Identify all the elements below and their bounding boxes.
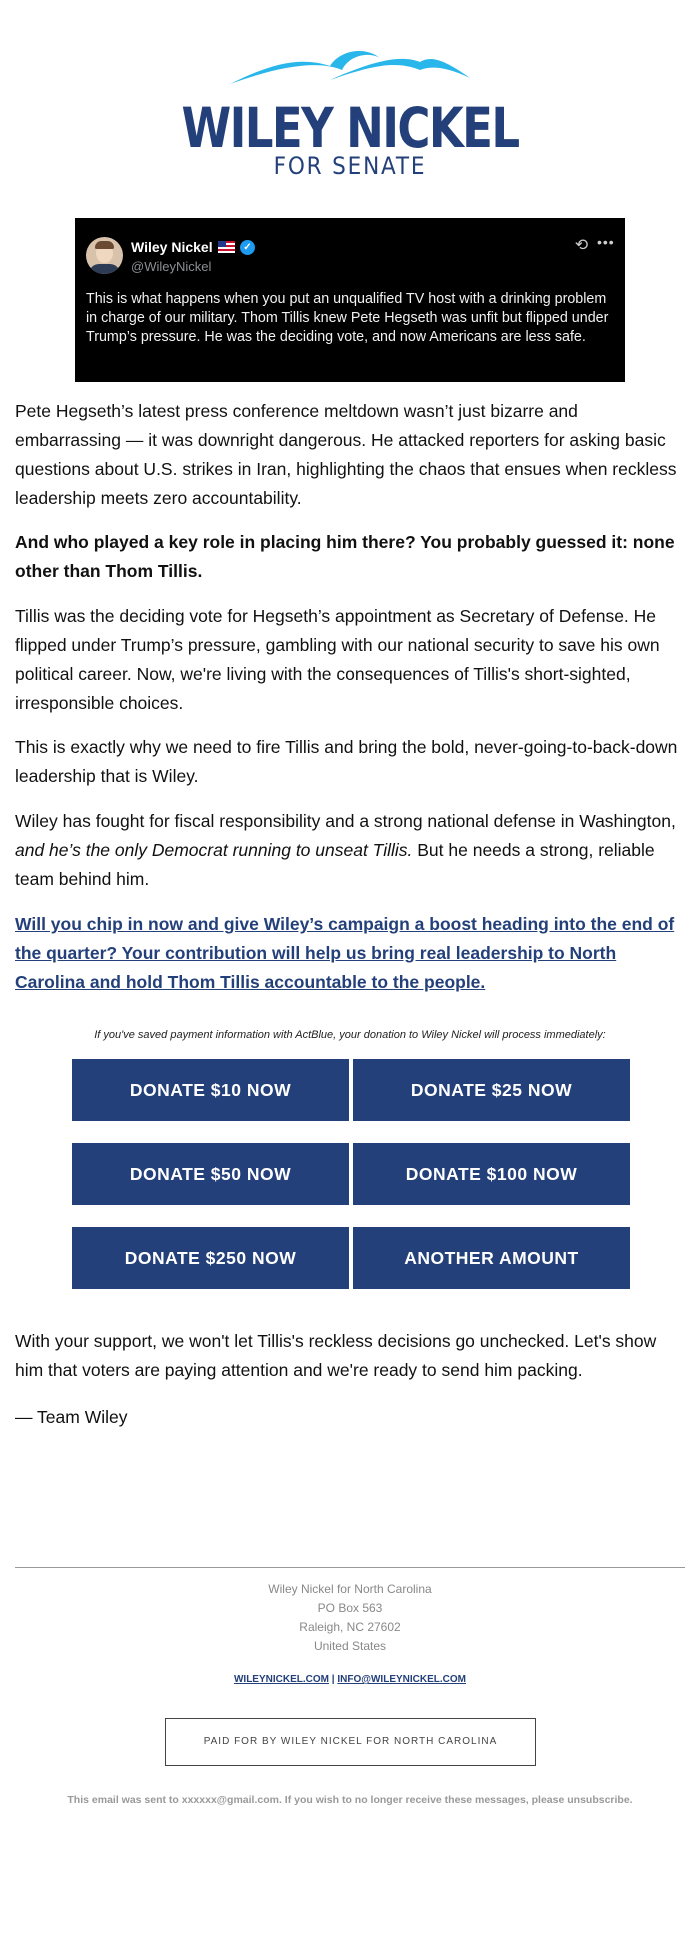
paragraph-intro: Pete Hegseth’s latest press conference meltdown wasn’t just bizarre and embarrassing — it was downright dangerous. He attacked reporters for asking basic questions about U.S. strikes in Iran, highlighting the chaos that ensues when reckless leadership meets zero accountability. [15, 401, 677, 508]
donate-100-button[interactable]: DONATE $100 NOW [353, 1143, 630, 1205]
us-flag-icon [218, 241, 235, 253]
paragraph-question: And who played a key role in placing him there? You probably guessed it: none other than Thom Tillis. [15, 532, 675, 581]
paragraph-closing: With your support, we won't let Tillis's reckless decisions go unchecked. Let's show him that voters are paying attention and we're ready to send him packing. [15, 1331, 657, 1380]
actblue-note: If you've saved payment information with ActBlue, your donation to Wiley Nickel will process immediately: [94, 1029, 606, 1041]
logo-subtitle: FOR SENATE [273, 152, 427, 180]
tweet-text: This is what happens when you put an unqualified TV host with a drinking problem in charge of our military. Thom Tillis knew Pete Hegseth was unfit but flipped under Trump’s pressure. He was the deciding vote, and now Americans are less safe. [86, 291, 609, 345]
unsubscribe-notice[interactable]: This email was sent to xxxxxx@gmail.com. If you wish to no longer receive these messages, please unsubscribe. [67, 1794, 633, 1806]
donate-cta-link[interactable]: Will you chip in now and give Wiley’s campaign a boost heading into the end of the quarter? Your contribution will help us bring real leadership to North Carolina and hold Thom Tillis accountable to the people. [15, 914, 675, 992]
donate-50-button[interactable]: DONATE $50 NOW [72, 1143, 349, 1205]
paragraph-wiley-record [15, 807, 687, 894]
footer-links [0, 1674, 700, 1685]
footer-divider [15, 1567, 685, 1568]
embedded-tweet[interactable] [75, 218, 625, 382]
footer-city: Raleigh, NC 27602 [299, 1620, 401, 1634]
footer-po-box: PO Box 563 [317, 1601, 383, 1615]
website-link[interactable]: WILEYNICKEL.COM [233, 1674, 329, 1685]
footer-country: United States [313, 1639, 387, 1653]
donate-other-amount-button[interactable]: ANOTHER AMOUNT [353, 1227, 630, 1289]
paragraph-fire-tillis: This is exactly why we need to fire Tillis and bring the bold, never-going-to-back-down leadership that is Wiley. [15, 737, 678, 786]
mountain-wave-icon [230, 44, 470, 94]
logo-name: WILEY NICKEL [181, 96, 519, 160]
donate-250-button[interactable]: DONATE $250 NOW [72, 1227, 349, 1289]
signoff: — Team Wiley [15, 1407, 128, 1427]
verified-badge-icon: ✓ [240, 240, 255, 255]
paid-for-disclaimer: PAID FOR BY WILEY NICKEL FOR NORTH CAROLINA [165, 1718, 536, 1766]
donate-10-button[interactable]: DONATE $10 NOW [72, 1059, 349, 1121]
tweet-handle: @WileyNickel [131, 259, 212, 274]
tweet-author: Wiley Nickel [131, 239, 213, 255]
footer-org: Wiley Nickel for North Carolina [268, 1582, 432, 1596]
more-options-icon[interactable]: ••• [597, 234, 615, 250]
link-separator: | [331, 1674, 335, 1685]
wiley-record-emphasis: and he’s the only Democrat running to unseat Tillis. [15, 840, 413, 860]
sync-icon[interactable]: ⟲ [574, 237, 589, 254]
wiley-record-text: Wiley has fought for fiscal responsibility and a strong national defense in Washington, [15, 811, 676, 831]
paragraph-deciding-vote: Tillis was the deciding vote for Hegseth’s appointment as Secretary of Defense. He flipped under Trump’s pressure, gambling with our national security to save his own political career. Now, we're living with the consequences of Tillis's short-sighted, irresponsible choices. [15, 606, 660, 713]
email-link[interactable]: INFO@WILEYNICKEL.COM [337, 1674, 466, 1685]
avatar [86, 237, 123, 274]
campaign-logo [0, 44, 700, 179]
donate-25-button[interactable]: DONATE $25 NOW [353, 1059, 630, 1121]
wiley-record-end: But he needs a strong, reliable team behind him. [15, 840, 655, 889]
